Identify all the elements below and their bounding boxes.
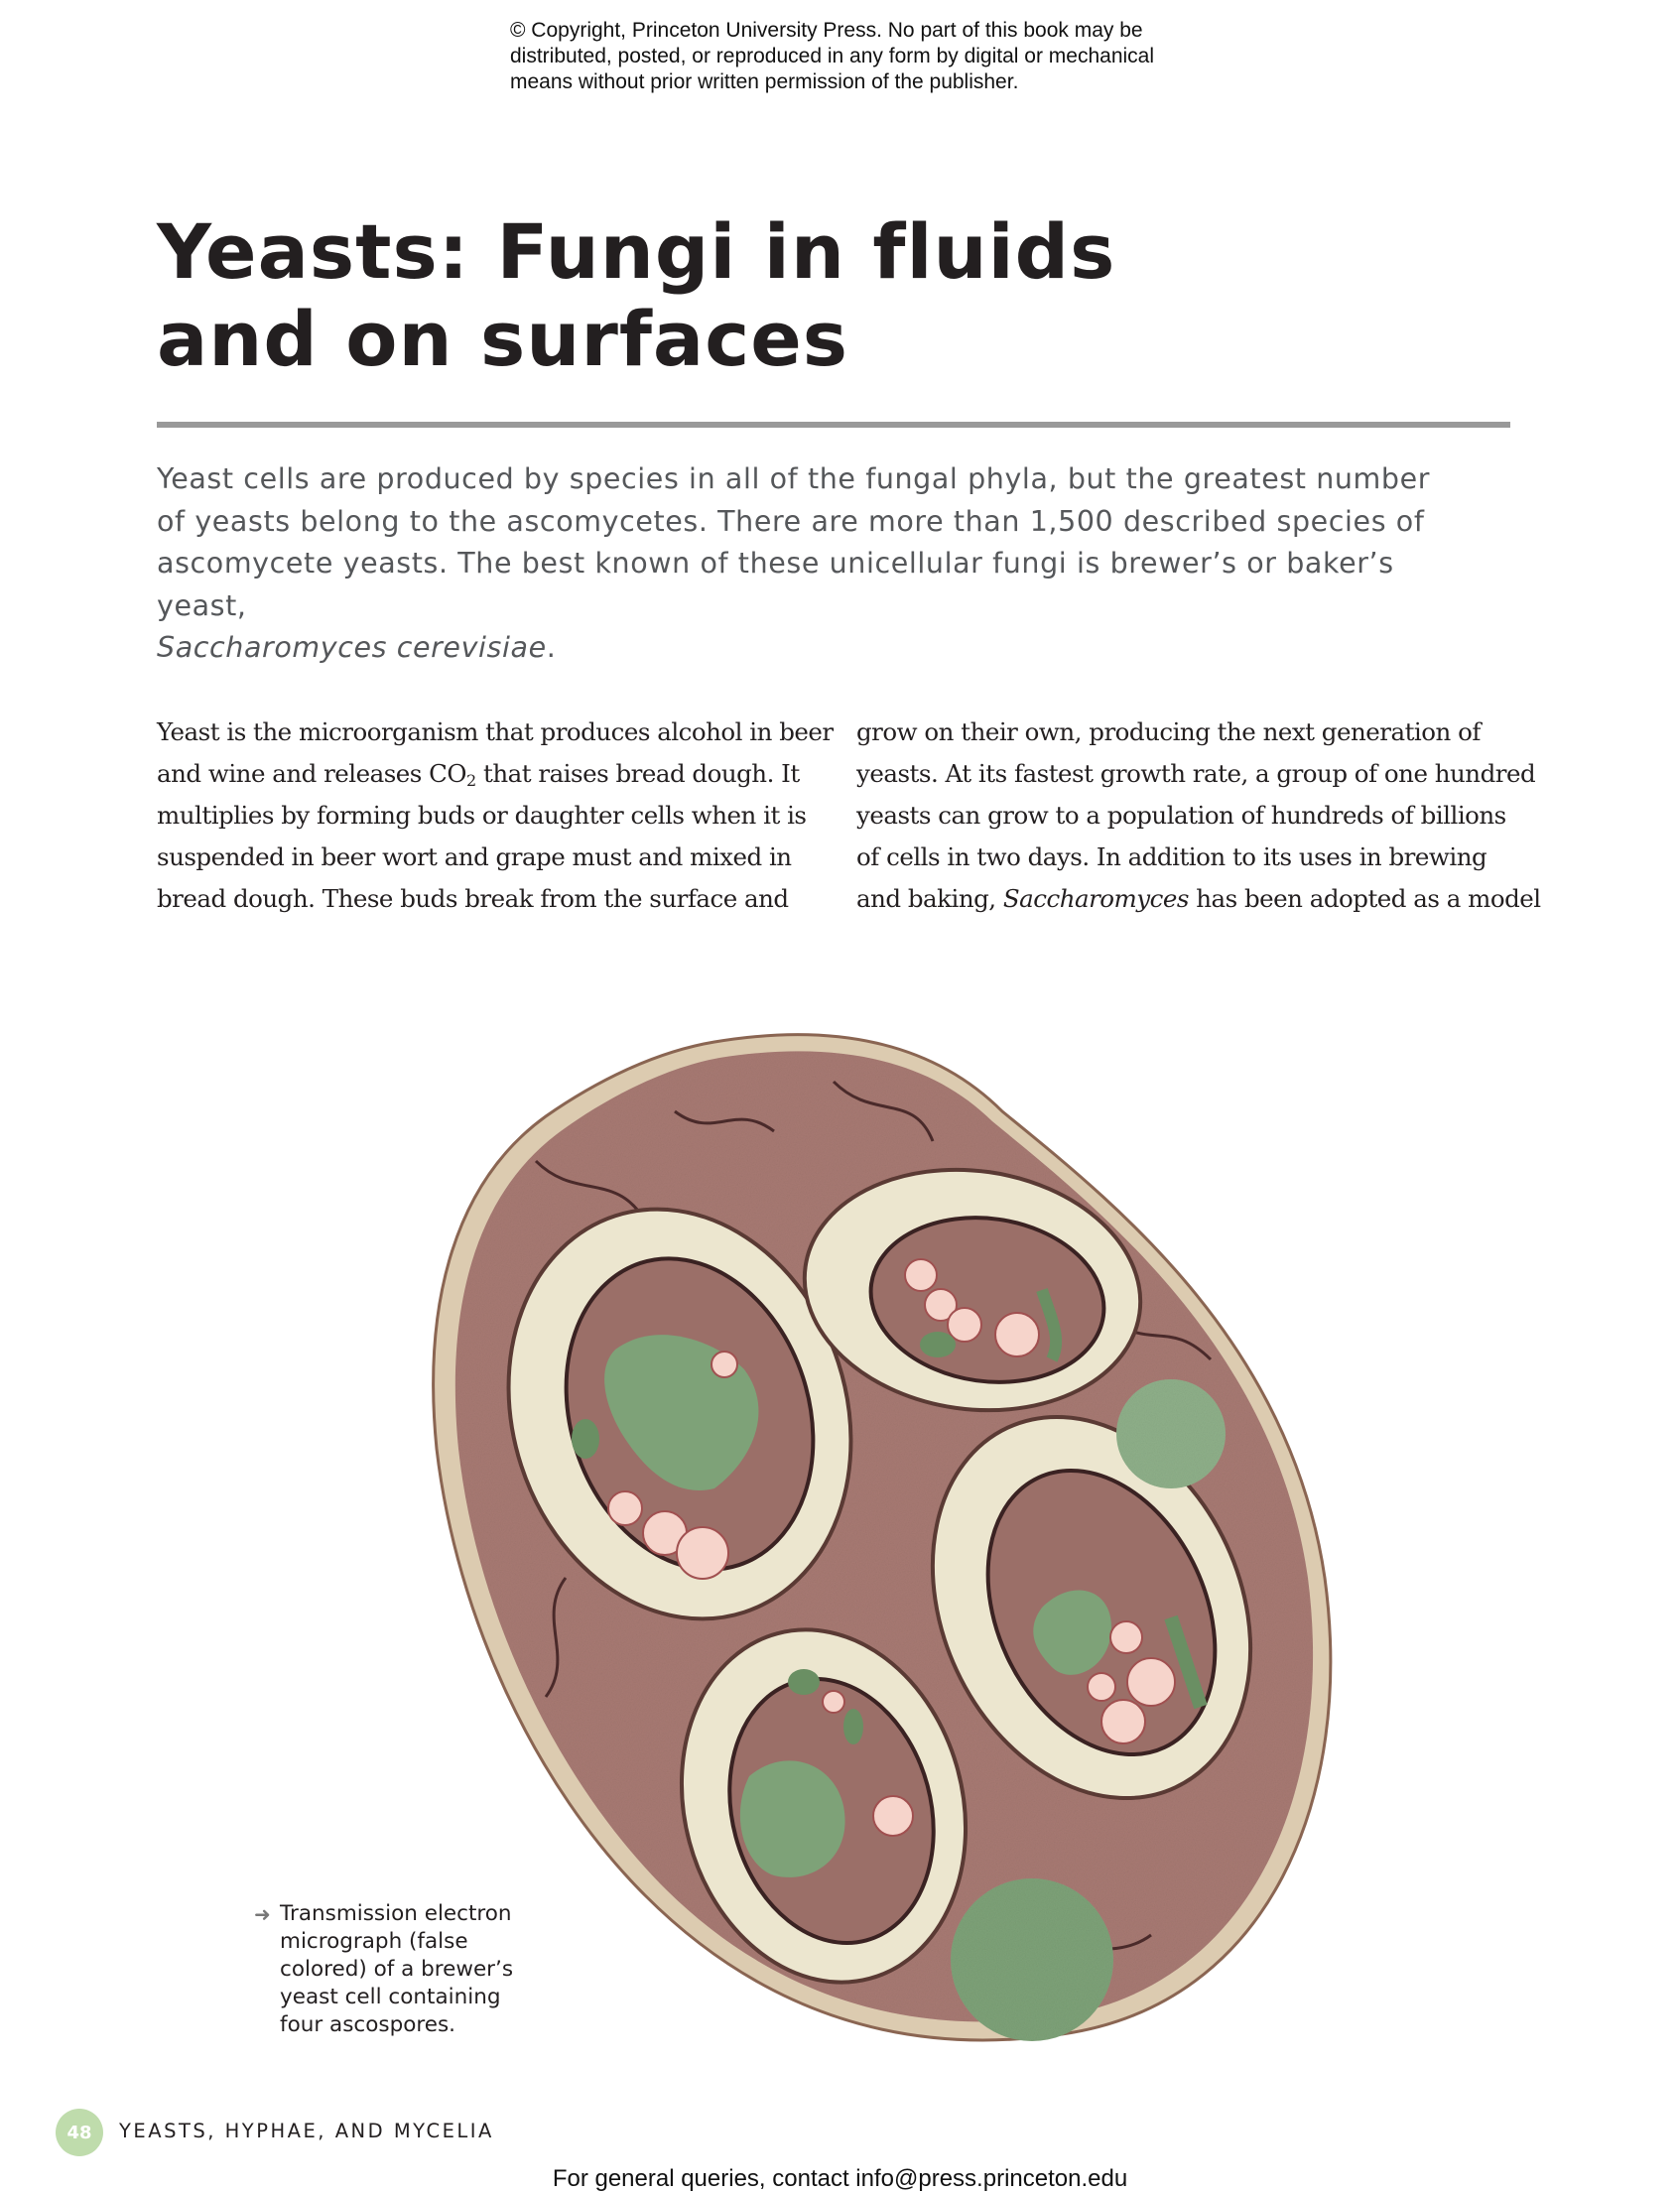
copyright-line: means without prior written permission of the publisher.: [510, 70, 1019, 93]
caption-line: yeast cell containing: [280, 1985, 501, 2009]
subscript: 2: [466, 771, 476, 790]
species-name: Saccharomyces cerevisiae: [157, 631, 547, 664]
genus-name: Saccharomyces: [1002, 884, 1189, 913]
running-head: YEASTS, HYPHAE, AND MYCELIA: [119, 2120, 494, 2142]
body-line: suspended in beer wort and grape must and mixed in: [157, 842, 792, 871]
caption-line: colored) of a brewer’s: [280, 1957, 514, 1982]
body-line: Yeast is the microorganism that produces alcohol in beer: [157, 717, 834, 746]
body-line: [157, 753, 841, 795]
page-title: [157, 208, 1348, 383]
title-divider: [157, 422, 1510, 428]
vacuole: [1116, 1379, 1226, 1488]
caption-line: four ascospores.: [280, 2012, 456, 2037]
figure-caption: [280, 1900, 578, 2039]
contact-footer: For general queries, contact info@press.princeton.edu: [552, 2165, 1128, 2192]
caption-line: micrograph (false: [280, 1929, 468, 1954]
caption-arrow-icon: ➜: [254, 1902, 271, 1926]
body-text: that raises bread dough. It: [475, 759, 800, 788]
body-line: yeasts. At its fastest growth rate, a group of one hundred: [856, 759, 1536, 788]
body-column-right: [856, 711, 1541, 920]
body-text: has been adopted as a model: [1188, 884, 1541, 913]
body-line: bread dough. These buds break from the surface and: [157, 884, 789, 913]
body-line: [856, 878, 1541, 920]
intro-line: [157, 627, 1477, 670]
copyright-notice: [510, 18, 1264, 95]
caption-line: Transmission electron: [280, 1901, 512, 1926]
body-line: multiplies by forming buds or daughter cells when it is: [157, 801, 807, 830]
intro-line: of yeasts belong to the ascomycetes. There are more than 1,500 described species of: [157, 504, 1425, 538]
page-number-badge: 48: [56, 2109, 103, 2156]
copyright-line: © Copyright, Princeton University Press. No part of this book may be: [510, 19, 1143, 42]
body-text: and baking,: [856, 884, 1003, 913]
vacuole: [951, 1878, 1113, 2041]
body-line: yeasts can grow to a population of hundreds of billions: [856, 801, 1506, 830]
body-text: and wine and releases CO: [157, 759, 467, 788]
intro-line: Yeast cells are produced by species in all of the fungal phyla, but the greatest number: [157, 462, 1431, 495]
copyright-line: distributed, posted, or reproduced in any form by digital or mechanical: [510, 45, 1155, 67]
intro-paragraph: [157, 458, 1477, 670]
title-line: Yeasts: Fungi in fluids: [157, 207, 1116, 296]
body-column-left: [157, 711, 841, 920]
intro-line: ascomycete yeasts. The best known of these unicellular fungi is brewer’s or baker’s yeast,: [157, 547, 1394, 622]
yeast-micrograph-image: [417, 1022, 1350, 2054]
intro-period: .: [546, 631, 557, 664]
body-line: of cells in two days. In addition to its uses in brewing: [856, 842, 1487, 871]
title-line: and on surfaces: [157, 295, 849, 383]
body-line: grow on their own, producing the next generation of: [856, 717, 1481, 746]
